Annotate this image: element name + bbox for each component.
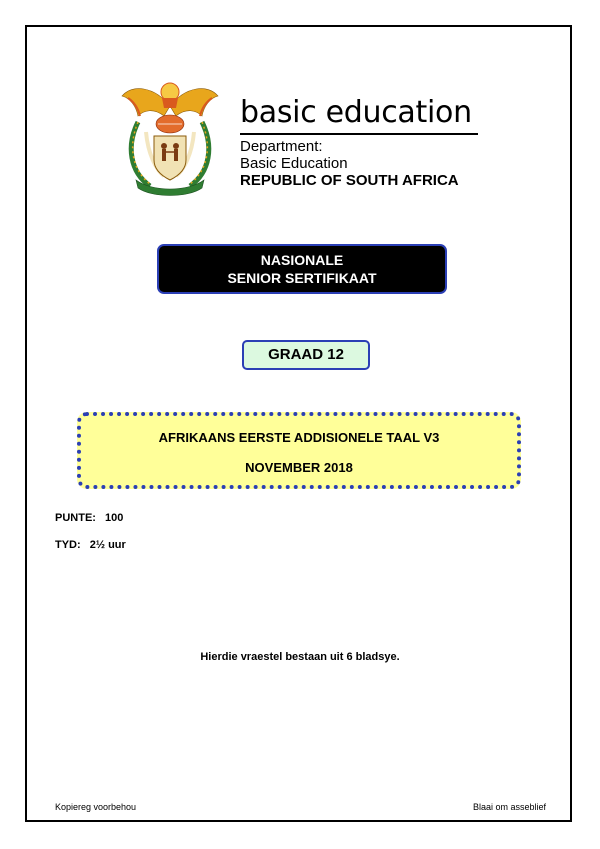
coat-of-arms-icon (118, 76, 222, 196)
grade-badge: GRAAD 12 (242, 340, 370, 370)
marks-value: 100 (105, 512, 124, 524)
time-value: 2½ uur (89, 539, 126, 551)
brand-title: basic education (240, 95, 472, 130)
department-label: Department: (240, 138, 323, 155)
country-name: REPUBLIC OF SOUTH AFRICA (240, 172, 459, 189)
copyright-footer: Kopiereg voorbehou (55, 802, 137, 812)
page-count-note: Hierdie vraestel bestaan uit 6 bladsye. (200, 651, 400, 663)
exam-session: NOVEMBER 2018 (245, 460, 353, 475)
department-name: Basic Education (240, 155, 348, 172)
certificate-line-1: NASIONALE (260, 252, 344, 268)
subject-title: AFRIKAANS EERSTE ADDISIONELE TAAL V3 (158, 430, 440, 445)
certificate-banner (157, 244, 447, 294)
brand-divider (240, 133, 478, 135)
certificate-line-2: SENIOR SERTIFIKAAT (227, 270, 377, 286)
marks-info (55, 512, 123, 524)
turn-page-footer: Blaai om asseblief (472, 802, 546, 812)
time-label: TYD: (55, 539, 81, 551)
time-info (55, 539, 126, 551)
marks-label: PUNTE: (55, 512, 96, 524)
subject-panel (77, 412, 521, 489)
